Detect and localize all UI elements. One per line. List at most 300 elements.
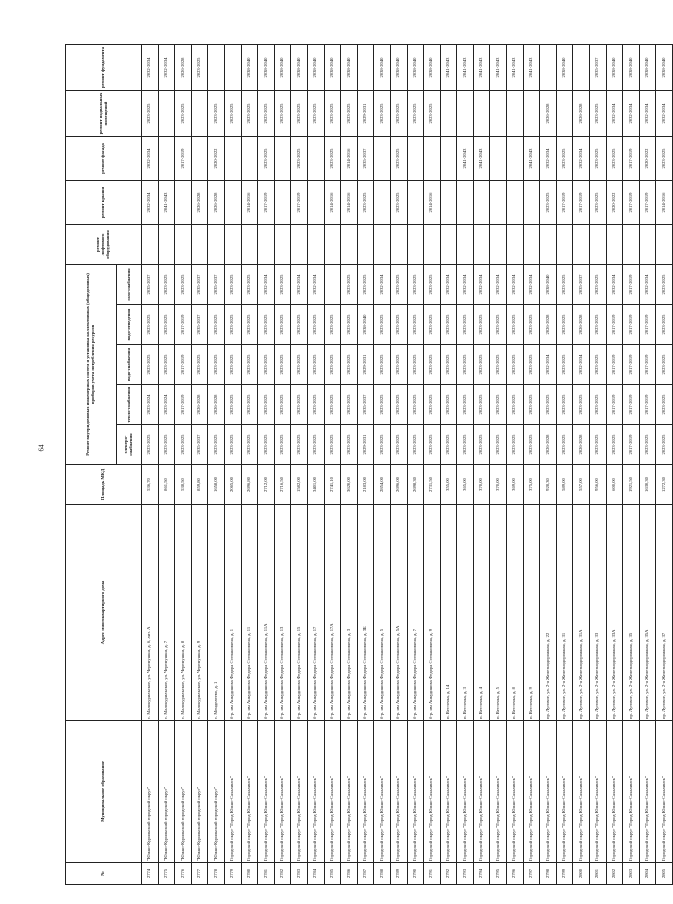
table-cell: 2041-2043 (440, 45, 457, 91)
table-cell: 2017-2019 (556, 181, 573, 225)
table-cell (523, 181, 540, 225)
table-cell: 536,70 (142, 465, 159, 505)
table-cell: 2032-2034 (540, 137, 557, 181)
table-cell: Городской округ "Город Южно-Сахалинск" (623, 721, 640, 863)
table-cell: б-р. им Анкудинова Федора Степановича, д. 11 (241, 505, 258, 721)
table-cell: 2023-2025 (158, 345, 175, 385)
table-cell: Городской округ "Город Южно-Сахалинск" (590, 721, 607, 863)
table-cell (507, 225, 524, 265)
table-cell: 2741,10 (324, 465, 341, 505)
table-cell: 2017-2019 (175, 345, 192, 385)
table-cell: б-р. им Анкудинова Федора Степановича, д. 1 (224, 505, 241, 721)
header-roof: ремонт крыши (66, 181, 142, 225)
table-cell: "Южно-Курильский городской округ" (142, 721, 159, 863)
table-cell: 2780 (241, 863, 258, 885)
table-cell (307, 137, 324, 181)
table-cell: 2023-2025 (424, 305, 441, 345)
table-cell: 2017-2019 (623, 137, 640, 181)
table-cell: 2032-2034 (573, 345, 590, 385)
table-cell: 2023-2025 (656, 425, 673, 465)
header-municipality: Муниципальное образование (66, 721, 142, 863)
table-cell (473, 181, 490, 225)
table-cell: 2023-2025 (241, 385, 258, 425)
table-cell: 2698,30 (407, 465, 424, 505)
table-cell: 2023-2025 (224, 305, 241, 345)
table-cell: 2035-2037 (191, 305, 208, 345)
table-cell (457, 225, 474, 265)
table-cell: 2029-2031 (357, 91, 374, 137)
table-cell: 2023-2025 (241, 345, 258, 385)
table-cell: Городской округ "Город Южно-Сахалинск" (224, 721, 241, 863)
table-cell: 2038-2040 (540, 265, 557, 305)
table-cell: 2032-2034 (523, 265, 540, 305)
table-cell (224, 181, 241, 225)
table-cell: 2026-2028 (540, 425, 557, 465)
table-cell: 538,50 (175, 465, 192, 505)
table-cell: 2017-2019 (639, 181, 656, 225)
table-cell: пр. Луговое, ул. 2-я Железнодорожная, д. 22 (540, 505, 557, 721)
table-cell: б-р. им Анкудинова Федора Степановича, д. 17А (324, 505, 341, 721)
table-cell: 2032-2034 (158, 45, 175, 91)
table-cell (191, 91, 208, 137)
table-cell: 861,50 (158, 465, 175, 505)
table-cell: 2017-2019 (623, 425, 640, 465)
table-cell: 2782 (274, 863, 291, 885)
table-cell: 2026-2028 (175, 45, 192, 91)
table-cell: Городской округ "Город Южно-Сахалинск" (307, 721, 324, 863)
table-cell (241, 225, 258, 265)
table-cell: 2014-2016 (241, 181, 258, 225)
table-cell: 2035-2037 (191, 425, 208, 465)
table-cell: 2023-2025 (241, 265, 258, 305)
table-cell: 2803 (623, 863, 640, 885)
table-cell: с. Менделеево, д. 1 (208, 505, 225, 721)
table-cell: 2038-2040 (424, 45, 441, 91)
table-cell: Городской округ "Город Южно-Сахалинск" (507, 721, 524, 863)
table-cell: 2035-2037 (357, 137, 374, 181)
table-row (390, 45, 407, 885)
table-cell: 2032-2034 (623, 91, 640, 137)
table-cell: 2026-2028 (540, 91, 557, 137)
table-row (341, 45, 358, 885)
table-row (258, 45, 275, 885)
table-cell (407, 181, 424, 225)
header-heat: тепло-снабжения (117, 385, 142, 425)
table-cell: 2017-2019 (606, 385, 623, 425)
table-cell: 2023-2025 (341, 385, 358, 425)
table-cell: б-р. им Анкудинова Федора Степановича, д. 17 (307, 505, 324, 721)
table-body (142, 45, 673, 885)
table-cell: 2023-2025 (523, 345, 540, 385)
table-cell: 2023-2025 (590, 385, 607, 425)
table-cell: 2023-2025 (142, 305, 159, 345)
table-cell: 2023-2025 (274, 385, 291, 425)
table-cell: 2023-2025 (341, 265, 358, 305)
table-cell (540, 225, 557, 265)
table-cell: 2023-2025 (556, 425, 573, 465)
table-cell: 2026-2028 (573, 91, 590, 137)
table-cell: 2041-2043 (158, 181, 175, 225)
table-cell: Городской округ "Город Южно-Сахалинск" (341, 721, 358, 863)
table-cell: 2032-2034 (540, 345, 557, 385)
table-cell: Городской округ "Город Южно-Сахалинск" (573, 721, 590, 863)
table-cell: 2023-2025 (291, 385, 308, 425)
table-cell: 2032-2034 (142, 137, 159, 181)
table-cell: 2023-2025 (656, 137, 673, 181)
table-cell: 2023-2025 (523, 385, 540, 425)
table-cell: Городской округ "Город Южно-Сахалинск" (523, 721, 540, 863)
table-cell (208, 45, 225, 91)
table-cell: 2023-2025 (390, 385, 407, 425)
table-cell: 2032-2034 (142, 181, 159, 225)
table-cell: 2038-2040 (307, 45, 324, 91)
table-cell: 2032-2034 (573, 137, 590, 181)
table-cell: 2026-2028 (191, 385, 208, 425)
table-cell: 2789 (390, 863, 407, 885)
table-cell: 2023-2025 (590, 265, 607, 305)
table-cell: 2023-2025 (440, 345, 457, 385)
table-cell: 2023-2025 (540, 385, 557, 425)
table-cell: пр. Луговое, ул. 2-я Железнодорожная, д. 35А (639, 505, 656, 721)
table-cell: 369,00 (507, 465, 524, 505)
table-row (241, 45, 258, 885)
table-cell: 2023-2025 (390, 345, 407, 385)
table-cell: 2032-2034 (639, 265, 656, 305)
table-cell: 2023-2025 (208, 305, 225, 345)
table-cell: 2023-2025 (258, 385, 275, 425)
table-cell (556, 91, 573, 137)
table-cell (241, 137, 258, 181)
table-cell: Городской округ "Город Южно-Сахалинск" (424, 721, 441, 863)
table-cell: 2032-2034 (606, 91, 623, 137)
table-cell: 2790 (407, 863, 424, 885)
table-cell: 2023-2025 (191, 345, 208, 385)
table-cell: 2023-2025 (390, 265, 407, 305)
table-cell: 2023-2025 (241, 305, 258, 345)
table-cell: пр. Луговое, ул. 2-я Железнодорожная, д. 33А (606, 505, 623, 721)
table-cell: 2038-2040 (291, 45, 308, 91)
table-cell: 2800 (573, 863, 590, 885)
table-cell: 2017-2019 (606, 345, 623, 385)
table-cell: 2017-2019 (623, 385, 640, 425)
table-cell (639, 225, 656, 265)
table-cell (374, 225, 391, 265)
table-cell: п. Весточка, д. 5 (490, 505, 507, 721)
header-gas: газо-снабжения (117, 265, 142, 305)
table-cell (274, 225, 291, 265)
table-cell: 2023-2025 (440, 305, 457, 345)
table-cell: Городской округ "Город Южно-Сахалинск" (639, 721, 656, 863)
table-cell: 365,00 (457, 465, 474, 505)
header-num: № (66, 863, 142, 885)
table-cell: 2038-2040 (639, 45, 656, 91)
page-number: 64 (37, 444, 46, 452)
table-cell (440, 91, 457, 137)
table-cell: 2026-2028 (573, 425, 590, 465)
table-cell: Городской округ "Город Южно-Сахалинск" (324, 721, 341, 863)
table-cell: 2023-2025 (191, 45, 208, 91)
table-row (357, 45, 374, 885)
table-cell: 2023-2025 (224, 265, 241, 305)
table-cell: 2023-2025 (556, 137, 573, 181)
table-cell: Городской округ "Город Южно-Сахалинск" (291, 721, 308, 863)
table-cell: 2038-2040 (324, 45, 341, 91)
table-cell: 2020-2022 (606, 181, 623, 225)
table-cell: 2023-2025 (390, 305, 407, 345)
table-cell: б-р. им Анкудинова Федора Степановича, д. 3 (341, 505, 358, 721)
table-cell: Городской округ "Город Южно-Сахалинск" (540, 721, 557, 863)
table-cell: 2038-2040 (606, 45, 623, 91)
table-cell: 2035-2037 (208, 265, 225, 305)
table-cell: 2032-2034 (457, 265, 474, 305)
table-cell: 2017-2019 (639, 305, 656, 345)
table-cell: 2023-2025 (490, 385, 507, 425)
table-row (291, 45, 308, 885)
table-cell: 2023-2025 (656, 345, 673, 385)
table-row (490, 45, 507, 885)
table-row (590, 45, 607, 885)
table-cell: 2784 (307, 863, 324, 885)
table-cell: 2023-2025 (424, 265, 441, 305)
header-elec: электро-снабжения (117, 425, 142, 465)
table-cell (573, 225, 590, 265)
table-cell: 2023-2025 (324, 345, 341, 385)
table-cell: 2023-2025 (274, 305, 291, 345)
table-cell: 2038-2040 (390, 45, 407, 91)
table-cell (473, 91, 490, 137)
table-cell: 2038-2040 (258, 45, 275, 91)
table-cell: 600,00 (606, 465, 623, 505)
table-cell: 2023-2025 (374, 345, 391, 385)
table-cell: 2023-2025 (490, 425, 507, 465)
table-cell: 375,00 (523, 465, 540, 505)
table-cell: Городской округ "Город Южно-Сахалинск" (457, 721, 474, 863)
table-row (374, 45, 391, 885)
table-cell (523, 91, 540, 137)
table-cell: 2023-2025 (258, 345, 275, 385)
table-cell (390, 225, 407, 265)
table-cell: 2023-2025 (175, 425, 192, 465)
table-cell (224, 225, 241, 265)
table-cell: 2023-2025 (324, 425, 341, 465)
table-cell: п. Весточка, д. 4 (473, 505, 490, 721)
table-cell: 2023-2025 (507, 425, 524, 465)
table-cell: 2023-2025 (424, 345, 441, 385)
table-cell: 2023-2025 (590, 345, 607, 385)
table-cell: 2696,00 (390, 465, 407, 505)
table-cell: 2023-2025 (142, 91, 159, 137)
table-cell: 2775 (158, 863, 175, 885)
table-cell: 2023-2025 (357, 181, 374, 225)
table-cell: 2023-2025 (224, 91, 241, 137)
table-cell: 2017-2019 (639, 345, 656, 385)
table-cell: 2041-2043 (457, 137, 474, 181)
table-cell: 2023-2025 (407, 265, 424, 305)
table-cell: 2026-2028 (191, 181, 208, 225)
table-cell: 2023-2025 (324, 137, 341, 181)
table-cell: 2023-2025 (656, 305, 673, 345)
table-cell: 2023-2025 (440, 385, 457, 425)
table-cell: 2023-2025 (556, 345, 573, 385)
table-cell: 2023-2025 (307, 385, 324, 425)
table-cell: 2023-2025 (158, 265, 175, 305)
table-cell: 2023-2025 (606, 137, 623, 181)
table-cell: 3401,00 (307, 465, 324, 505)
header-facade: ремонт фасада (66, 137, 142, 181)
table-cell: 2017-2019 (606, 305, 623, 345)
table-row (606, 45, 623, 885)
table-cell: 2854,00 (374, 465, 391, 505)
table-cell: 2792 (440, 863, 457, 885)
table-cell: 2785 (324, 863, 341, 885)
table-cell: 2023-2025 (556, 265, 573, 305)
table-cell: 2023-2025 (457, 345, 474, 385)
table-cell: 2794 (473, 863, 490, 885)
table-cell: "Южно-Курильский городской округ" (208, 721, 225, 863)
table-cell: пр. Луговое, ул. 2-я Железнодорожная, д. 31 (556, 505, 573, 721)
table-cell: 2023-2025 (507, 305, 524, 345)
table-cell: 2779 (224, 863, 241, 885)
table-cell (208, 225, 225, 265)
table-cell: 2795 (490, 863, 507, 885)
table-row (540, 45, 557, 885)
table-cell: 370,00 (473, 465, 490, 505)
table-cell: 2023-2025 (274, 91, 291, 137)
table-cell: 2023-2025 (291, 137, 308, 181)
table-cell: пр. Луговое, ул. 2-я Железнодорожная, д. 37 (656, 505, 673, 721)
table-cell (407, 137, 424, 181)
table-cell: 2017-2019 (623, 181, 640, 225)
table-cell: 2023-2025 (507, 345, 524, 385)
table-cell (341, 225, 358, 265)
table-cell (307, 181, 324, 225)
table-cell: 2781 (258, 863, 275, 885)
table-cell: с. Малокурильское, ул. Черемушки, д. 6, лит. А (142, 505, 159, 721)
table-cell: 2778 (208, 863, 225, 885)
table-cell (191, 225, 208, 265)
header-area: Площадь МКД (66, 465, 142, 505)
table-cell: 2023-2025 (556, 385, 573, 425)
table-cell: 2023-2025 (258, 425, 275, 465)
table-cell: 2023-2025 (473, 305, 490, 345)
table-cell: 589,00 (556, 465, 573, 505)
table-cell: 557,00 (573, 465, 590, 505)
table-cell (224, 137, 241, 181)
table-cell: 2023-2025 (224, 345, 241, 385)
table-cell (274, 181, 291, 225)
table-cell (407, 225, 424, 265)
table-cell: 2696,80 (241, 465, 258, 505)
table-row (623, 45, 640, 885)
table-cell (424, 225, 441, 265)
table-row (142, 45, 159, 885)
table-cell: 2023-2025 (407, 425, 424, 465)
table-cell: 2023-2025 (158, 305, 175, 345)
table-cell: 2035-2037 (590, 45, 607, 91)
table-cell: б-р. им Анкудинова Федора Степановича, д. 7 (407, 505, 424, 721)
table-cell (507, 91, 524, 137)
table-cell: 2014-2016 (341, 137, 358, 181)
table-cell: 2023-2025 (656, 385, 673, 425)
table-cell (656, 225, 673, 265)
table-cell (175, 225, 192, 265)
table-row (175, 45, 192, 885)
table-cell (623, 225, 640, 265)
table-cell: 2023-2025 (208, 91, 225, 137)
table-cell: 2032-2034 (291, 265, 308, 305)
table-cell: 2029-2031 (357, 425, 374, 465)
table-cell: 2023-2025 (540, 181, 557, 225)
table-cell (507, 137, 524, 181)
table-cell: 2017-2019 (175, 305, 192, 345)
table-cell: 2023-2025 (258, 137, 275, 181)
capital-repair-table (65, 44, 673, 885)
header-sewer: водо-отведения (117, 305, 142, 345)
table-cell (224, 45, 241, 91)
table-cell: 2032-2034 (639, 91, 656, 137)
table-cell: 2023-2025 (224, 425, 241, 465)
rotated-table-container (65, 45, 666, 885)
table-cell (556, 225, 573, 265)
table-cell: 2023-2025 (291, 305, 308, 345)
table-row (208, 45, 225, 885)
table-cell: 2023-2025 (407, 91, 424, 137)
table-cell: б-р. им Анкудинова Федора Степановича, д. 13 (274, 505, 291, 721)
header-water: водо-снабжения (117, 345, 142, 385)
table-cell: 2023-2024 (142, 385, 159, 425)
table-cell: 2023-2025 (307, 305, 324, 345)
table-cell (457, 181, 474, 225)
table-cell: 2032-2034 (142, 45, 159, 91)
table-row (507, 45, 524, 885)
table-cell (490, 225, 507, 265)
table-cell: 2032-2034 (307, 265, 324, 305)
table-cell: 2023-2025 (274, 425, 291, 465)
table-cell (440, 225, 457, 265)
table-row (523, 45, 540, 885)
table-cell (573, 45, 590, 91)
table-cell: 2023-2025 (639, 425, 656, 465)
table-cell: "Южно-Курильский городской округ" (158, 721, 175, 863)
header-lift: ремонт лифтового оборудования (66, 225, 142, 265)
table-cell: 2017-2019 (291, 181, 308, 225)
table-cell: 2065,00 (224, 465, 241, 505)
table-cell: 2023-2025 (274, 265, 291, 305)
table-cell: 2023-2025 (142, 425, 159, 465)
table-cell: 2023-2025 (424, 91, 441, 137)
table-row (191, 45, 208, 885)
table-cell: 2023-2025 (291, 345, 308, 385)
table-cell: 2023-2025 (258, 305, 275, 345)
table-cell: 2023-2025 (590, 425, 607, 465)
table-cell: Городской округ "Город Южно-Сахалинск" (473, 721, 490, 863)
table-cell: пр. Луговое, ул. 2-я Железнодорожная, д. 35 (623, 505, 640, 721)
table-cell: 2023-2025 (241, 91, 258, 137)
table-cell: 2023-2025 (407, 305, 424, 345)
table-cell: 2041-2043 (523, 137, 540, 181)
table-cell: 2023-2025 (424, 385, 441, 425)
table-cell: 2032-2034 (440, 265, 457, 305)
table-cell: 2716,50 (274, 465, 291, 505)
table-cell: б-р. им Анкудинова Федора Степановича, д. 9 (424, 505, 441, 721)
table-cell: б-р. им Анкудинова Федора Степановича, д. 11А (258, 505, 275, 721)
table-cell: 2017-2019 (258, 181, 275, 225)
table-row (424, 45, 441, 885)
table-cell: 1272,30 (656, 465, 673, 505)
table-cell (606, 225, 623, 265)
table-cell: б-р. им Анкудинова Федора Степановича, д. 5 (374, 505, 391, 721)
table-cell: 2797 (523, 863, 540, 885)
